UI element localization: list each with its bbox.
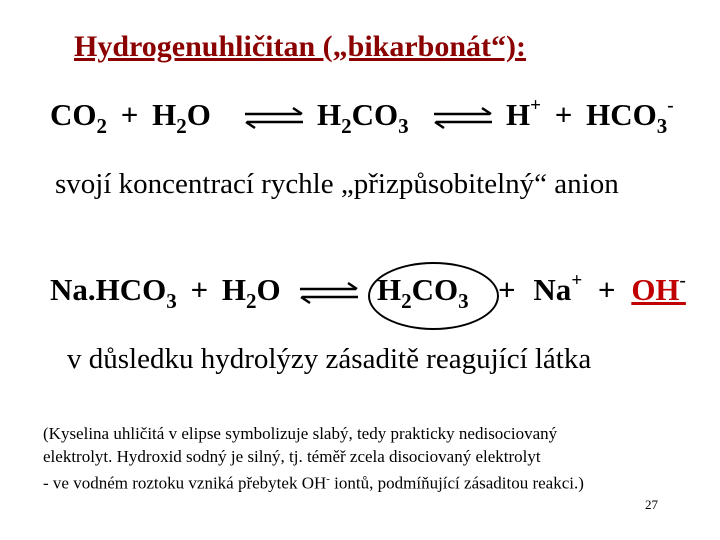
eq2-sodium-ion: Na+ bbox=[533, 270, 583, 307]
note-line-3: - ve vodném roztoku vzniká přebytek OH- iontů, podmíňující zásaditou reakci.) bbox=[43, 473, 584, 493]
eq1-bicarbonate: $HCO_3^-$ bbox=[586, 95, 674, 138]
eq1-plus-1: + bbox=[120, 97, 139, 132]
equilibrium-arrow-icon bbox=[243, 106, 305, 130]
page-number: 27 bbox=[645, 497, 658, 512]
eq2-left-side bbox=[50, 272, 281, 313]
eq1-right-side bbox=[506, 95, 674, 138]
eq2-carbonic-acid: $H_2CO_3$ bbox=[377, 272, 469, 313]
eq2-h2o: $H_2O$ bbox=[221, 272, 281, 313]
eq1-left-side bbox=[50, 97, 211, 138]
description-line-2: v důsledku hydrolýzy zásaditě reagující látka bbox=[67, 343, 592, 375]
equilibrium-arrow-icon bbox=[432, 106, 494, 130]
slide-title: Hydrogenuhličitan („bikarbonát“): bbox=[74, 30, 527, 63]
note-line-1: (Kyselina uhličitá v elipse symbolizuje slabý, tedy prakticky nedisociovaný bbox=[43, 424, 558, 443]
eq2-plus-2: + bbox=[498, 272, 516, 307]
eq2-plus-3: + bbox=[597, 272, 616, 307]
eq1-carbonic-acid: $H_2CO_3$ bbox=[317, 97, 409, 138]
eq1-hydrogen-ion: H+ bbox=[506, 95, 541, 132]
note-line-2: elektrolyt. Hydroxid sodný je silný, tj. téměř zcela disociovaný elektrolyt bbox=[43, 447, 541, 466]
description-line-1: svojí koncentrací rychle „přizpůsobitelný“ anion bbox=[55, 168, 619, 200]
equilibrium-arrow-icon bbox=[298, 281, 360, 305]
eq2-sodium-bicarbonate: $Na.HCO_3$ bbox=[50, 272, 177, 313]
eq2-right-side bbox=[498, 272, 686, 308]
eq1-h2o: $H_2O$ bbox=[152, 97, 211, 138]
eq1-co2: $CO_2$ bbox=[50, 97, 107, 138]
explanatory-note bbox=[43, 422, 584, 495]
eq2-hydroxide: OH- bbox=[631, 270, 686, 307]
eq1-plus-2: + bbox=[554, 97, 573, 132]
eq2-plus-1: + bbox=[190, 272, 209, 307]
